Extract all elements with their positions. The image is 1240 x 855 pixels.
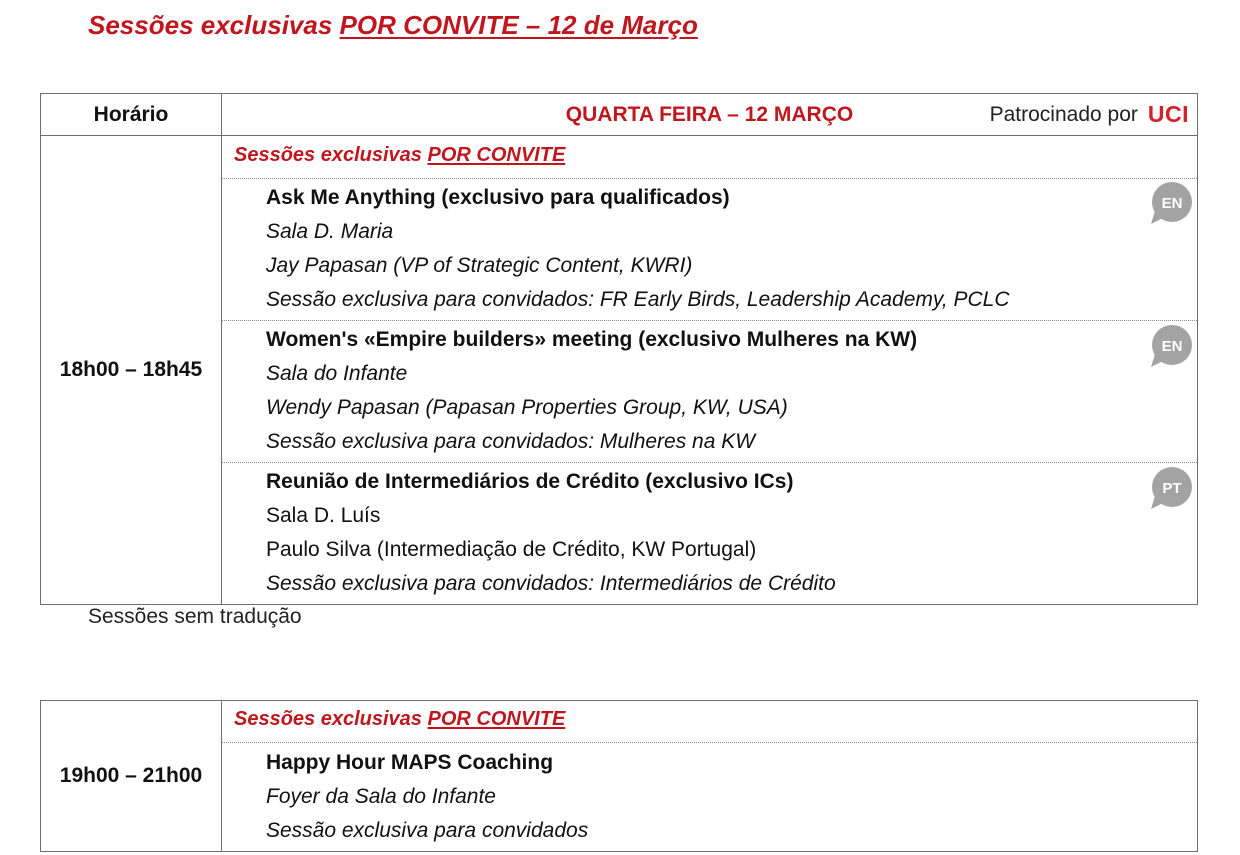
- session-room: Foyer da Sala do Infante: [266, 785, 496, 808]
- time-slot: 19h00 – 21h00: [59, 764, 203, 787]
- session-room: Sala do Infante: [266, 362, 408, 385]
- row-divider: [222, 320, 1197, 321]
- language-badge-en-icon: [1149, 181, 1193, 225]
- row-divider: [222, 178, 1197, 179]
- column-divider: [221, 94, 222, 604]
- sponsor-block: [990, 94, 1189, 135]
- session-block: [266, 746, 1137, 848]
- schedule-table-evening: [40, 700, 1198, 852]
- session-note: Sessão exclusiva para convidados: Intermediários de Crédito: [266, 572, 836, 595]
- section-label: [234, 708, 565, 731]
- session-speaker: Wendy Papasan (Papasan Properties Group, KW, USA): [266, 396, 788, 419]
- session-block: [266, 323, 1137, 459]
- session-note: Sessão exclusiva para convidados: FR Early Birds, Leadership Academy, PCLC: [266, 288, 1010, 311]
- row-divider: [222, 462, 1197, 463]
- section-label-underlined: POR CONVITE: [427, 144, 566, 166]
- session-note: Sessão exclusiva para convidados: [266, 819, 589, 842]
- section-label-prefix: Sessões exclusivas: [234, 144, 428, 166]
- schedule-table-wednesday: [40, 93, 1198, 605]
- header-time-label: Horário: [93, 102, 169, 126]
- footnote: Sessões sem tradução: [88, 605, 302, 628]
- page-title: [88, 10, 698, 41]
- session-speaker: Paulo Silva (Intermediação de Crédito, KW Portugal): [266, 538, 757, 561]
- session-note: Sessão exclusiva para convidados: Mulheres na KW: [266, 430, 756, 453]
- session-title: Women's «Empire builders» meeting (exclusivo Mulheres na KW): [266, 328, 918, 351]
- session-block: [266, 181, 1137, 317]
- language-badge-text: EN: [1161, 195, 1183, 212]
- sponsor-logo: UCI: [1147, 101, 1189, 127]
- header-day-label: QUARTA FEIRA – 12 MARÇO: [565, 102, 854, 126]
- language-badge-en-icon: [1149, 324, 1193, 368]
- session-room: Sala D. Maria: [266, 220, 394, 243]
- session-title: Happy Hour MAPS Coaching: [266, 751, 554, 774]
- section-label-underlined: POR CONVITE: [427, 708, 566, 730]
- column-divider: [221, 701, 222, 851]
- section-label: [234, 144, 565, 167]
- page-title-prefix: Sessões exclusivas: [88, 10, 340, 40]
- sponsor-text: Patrocinado por: [989, 102, 1138, 126]
- session-block: [266, 465, 1137, 601]
- session-title: Reunião de Intermediários de Crédito (exclusivo ICs): [266, 470, 794, 493]
- language-badge-text: PT: [1162, 480, 1182, 497]
- section-label-prefix: Sessões exclusivas: [234, 708, 428, 730]
- time-slot: 18h00 – 18h45: [59, 358, 203, 381]
- language-badge-text: EN: [1161, 338, 1183, 355]
- session-speaker: Jay Papasan (VP of Strategic Content, KWRI): [266, 254, 693, 277]
- page-title-underlined: POR CONVITE – 12 de Março: [339, 10, 698, 40]
- row-divider: [222, 742, 1197, 743]
- language-badge-pt-icon: [1149, 466, 1193, 510]
- session-room: Sala D. Luís: [266, 504, 381, 527]
- session-title: Ask Me Anything (exclusivo para qualificados): [266, 186, 730, 209]
